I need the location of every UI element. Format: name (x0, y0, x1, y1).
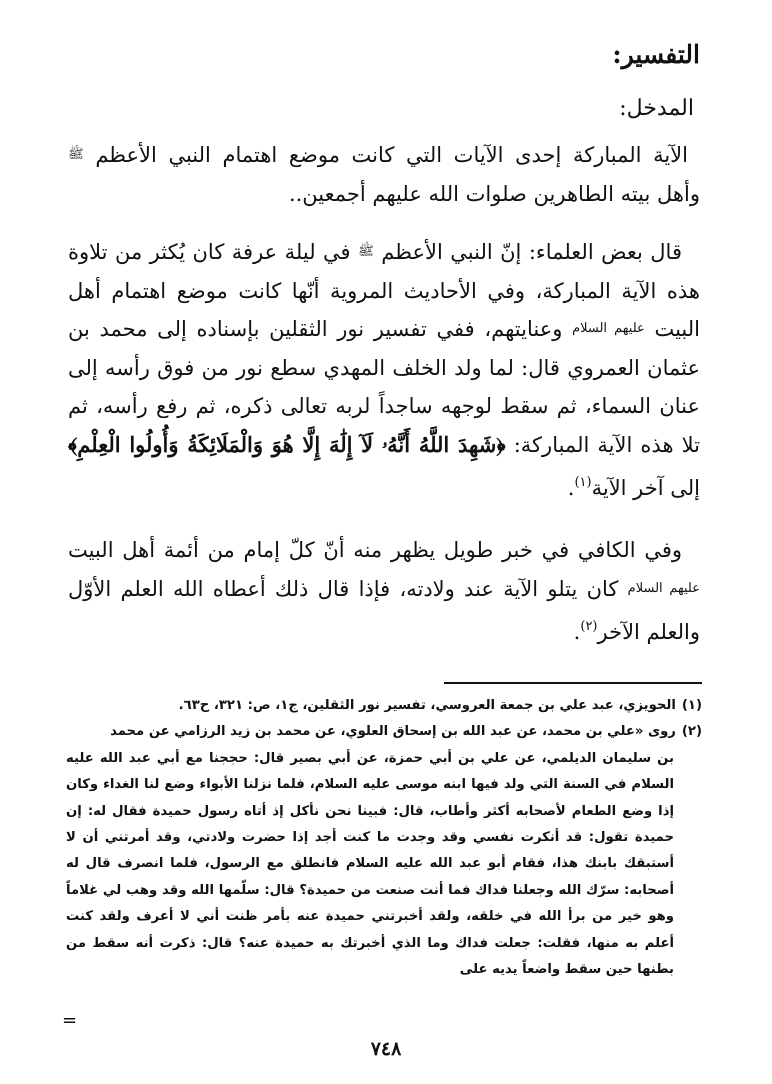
paragraph-text: في ليلة عرفة كان يُكثر من تلاوة هذه الآية المباركة، وفي الأحاديث المروية أنّها كانت موضع اهتمام أهل البيت (68, 240, 700, 341)
honorific-symbol: عليهم السلام (627, 580, 700, 596)
continuation-mark: = (62, 1010, 78, 1031)
page-number: ٧٤٨ (370, 1038, 402, 1060)
honorific-symbol: ﷺ (358, 244, 374, 259)
footnote-1 (66, 693, 702, 719)
entry-label: المدخل: (619, 96, 694, 121)
footnote-number: (١) (681, 698, 702, 713)
footnote-text: روى «علي بن محمد، عن عبد الله بن إسحاق العلوي، عن محمد بن زيد الرزامي عن محمد (110, 724, 676, 740)
honorific-symbol: ﷺ (68, 147, 84, 162)
paragraph-text: وفي الكافي في خبر طويل يظهر منه أنّ كلّ إمام من أئمة أهل البيت (68, 538, 682, 562)
footnote-text: الحويزي، عبد علي بن جمعة العروسي، تفسير نور الثقلين، ج١، ص: ٣٢١، ح٦٣. (178, 698, 676, 713)
footnote-reference[interactable]: (٢) (580, 619, 598, 634)
section-heading: التفسير: (612, 40, 700, 69)
paragraph-text: قال بعض العلماء: إنّ النبي الأعظم (381, 240, 682, 264)
quran-verse: ﴿شَهِدَ اللَّهُ أَنَّهُۥ لَآ إِلَٰهَ إِلَّا هُوَ وَالْمَلَائِكَةُ وَأُولُوا الْعِلْمِ﴾ (68, 431, 506, 457)
footnote-2-continuation: بن سليمان الديلمي، عن علي بن أبي حمزة، عن أبي بصير قال: حججنا مع أبي عبد الله عليه السلام في السنة التي ولد فيها ابنه موسى عليه السلام، فلما نزلنا الأبواء وضع لنا الغداء وكان إذا وضع الطعام لأصحابه أكثر وأطاب، قال: فبينا نحن نأكل إذ أتاه رسول حميدة فقال له: إن حميدة تقول: قد أنكرت نفسي وقد وجدت ما كنت أجد إذا حضرت ولادتي، وقد أمرتني أن لا أستبقك بابنك هذا، فقام أبو عبد الله عليه السلام فانطلق مع الرسول، فلما انصرف قال له أصحابه: سرّك الله وجعلنا فداك فما أنت صنعت من حميدة؟ قال: سلّمها الله وقد وهب لي غلاماً وهو خير من برأ الله في خلقه، ولقد أخبرتني حميدة عنه بأمر ظنت أني لا أعرف ولقد كنت أعلم به منها، فقلت: جعلت فداك وما الذي أخبرتك به حميدة عنه؟ قال: ذكرت أنه سقط من بطنها حين سقط واضعاً يديه على (66, 750, 674, 978)
paragraph-text: وأهل بيته الطاهرين صلوات الله عليهم أجمعين.. (288, 181, 700, 206)
paragraph-text: كان يتلو الآية عند ولادته، فإذا قال ذلك أعطاه الله العلم الأوّل والعلم الآخر (68, 576, 700, 644)
paragraph-text: وعنايتهم، ففي تفسير نور الثقلين بإسناده إلى محمد بن عثمان العمروي قال: لما ولد الخلف المهدي سطع نور من فوق رأسه إلى عنان السماء، ثم سقط لوجهه ساجداً لربه تعالى ذكره، ثم رفع رأسه، ثم تلا هذه الآية المباركة: (68, 317, 700, 457)
footnote-reference[interactable]: (١) (574, 475, 592, 490)
paragraph-introduction (68, 136, 700, 213)
footnotes (66, 693, 702, 983)
paragraph-scholars (68, 233, 700, 508)
footnote-number: (٢) (681, 724, 702, 740)
footnote-divider (444, 682, 702, 684)
footnote-2 (66, 719, 702, 745)
paragraph-alkafi (68, 531, 700, 652)
paragraph-text: الآية المباركة إحدى الآيات التي كانت موضع اهتمام النبي الأعظم (95, 143, 688, 167)
paragraph-text: إلى آخر الآية (591, 476, 700, 500)
paragraph-end: . (567, 476, 575, 500)
paragraph-end: . (573, 620, 581, 644)
honorific-symbol: عليهم السلام (572, 321, 645, 336)
